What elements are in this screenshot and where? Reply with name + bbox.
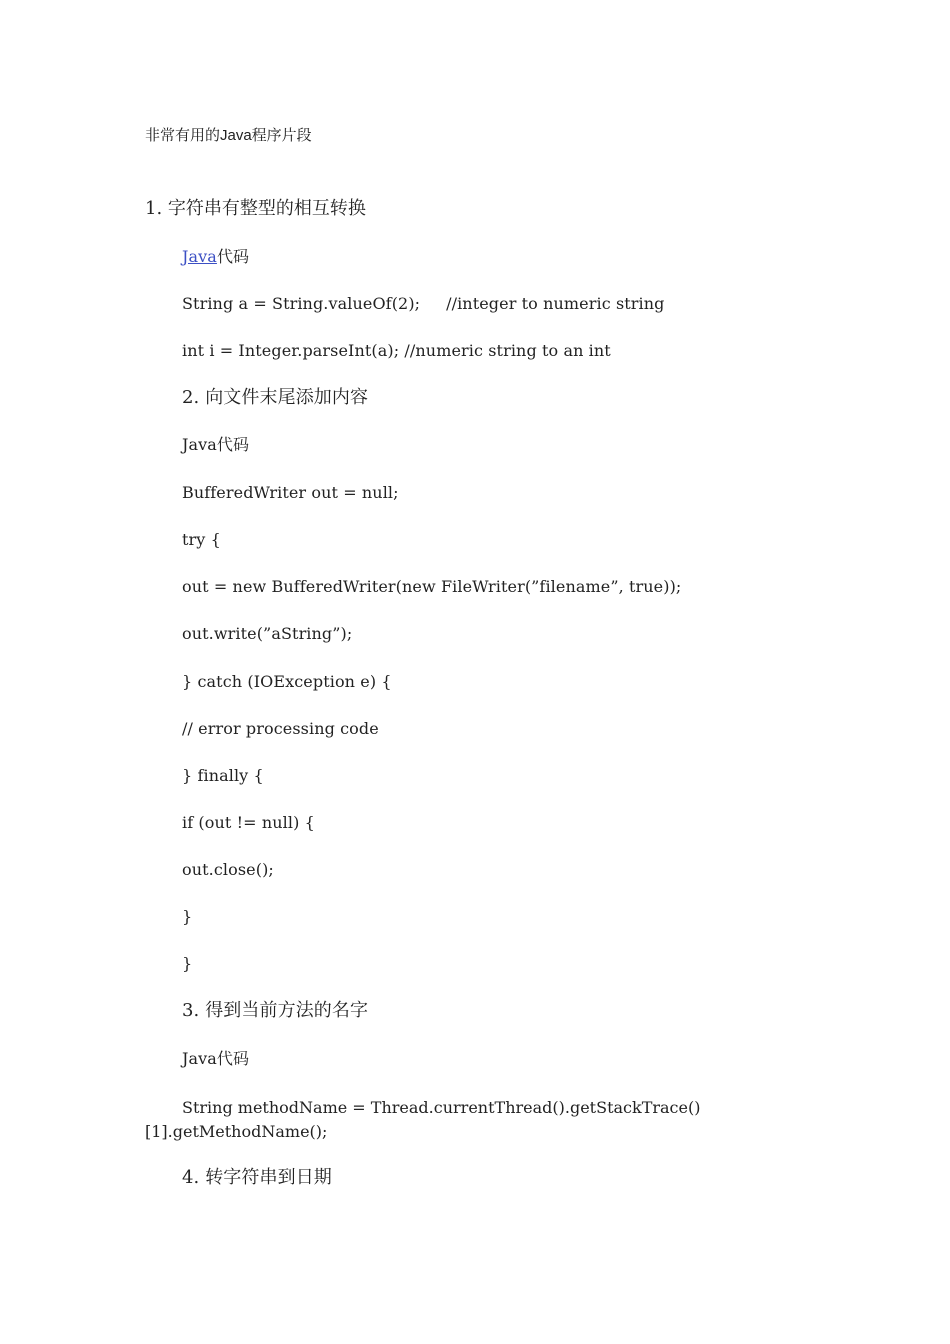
code-line: } [182, 954, 193, 973]
section-2-code-label: Java代码 [182, 435, 250, 454]
code-line: } finally { [182, 766, 264, 785]
code-line: } catch (IOException e) { [182, 672, 392, 691]
section-1-code-label [182, 245, 249, 269]
code-line-wrapped: String methodName = Thread.currentThread().getStackTrace()[1].getMethodName(); [145, 1098, 701, 1141]
section-4-heading: 4. 转字符串到日期 [182, 1167, 332, 1188]
code-line: BufferedWriter out = null; [182, 483, 399, 502]
java-link[interactable]: Java [182, 247, 217, 266]
code-line: if (out != null) { [182, 813, 315, 832]
code-line: } [182, 907, 193, 926]
code-line: try { [182, 530, 221, 549]
section-3-code-label: Java代码 [182, 1049, 250, 1068]
document-title: 非常有用的Java程序片段 [145, 127, 312, 144]
section-2-heading: 2. 向文件末尾添加内容 [182, 387, 369, 408]
code-label-suffix: 代码 [216, 247, 250, 266]
code-line: out.close(); [182, 860, 274, 879]
section-3-heading: 3. 得到当前方法的名字 [182, 1000, 369, 1021]
code-line: // error processing code [182, 719, 379, 738]
code-line: out = new BufferedWriter(new FileWriter(”filename”, true)); [182, 577, 682, 596]
code-line: String a = String.valueOf(2); //integer to numeric string [182, 294, 665, 313]
code-line: int i = Integer.parseInt(a); //numeric string to an int [182, 341, 611, 360]
code-line: out.write(”aString”); [182, 624, 353, 643]
section-1-heading: 1. 字符串有整型的相互转换 [145, 198, 366, 219]
